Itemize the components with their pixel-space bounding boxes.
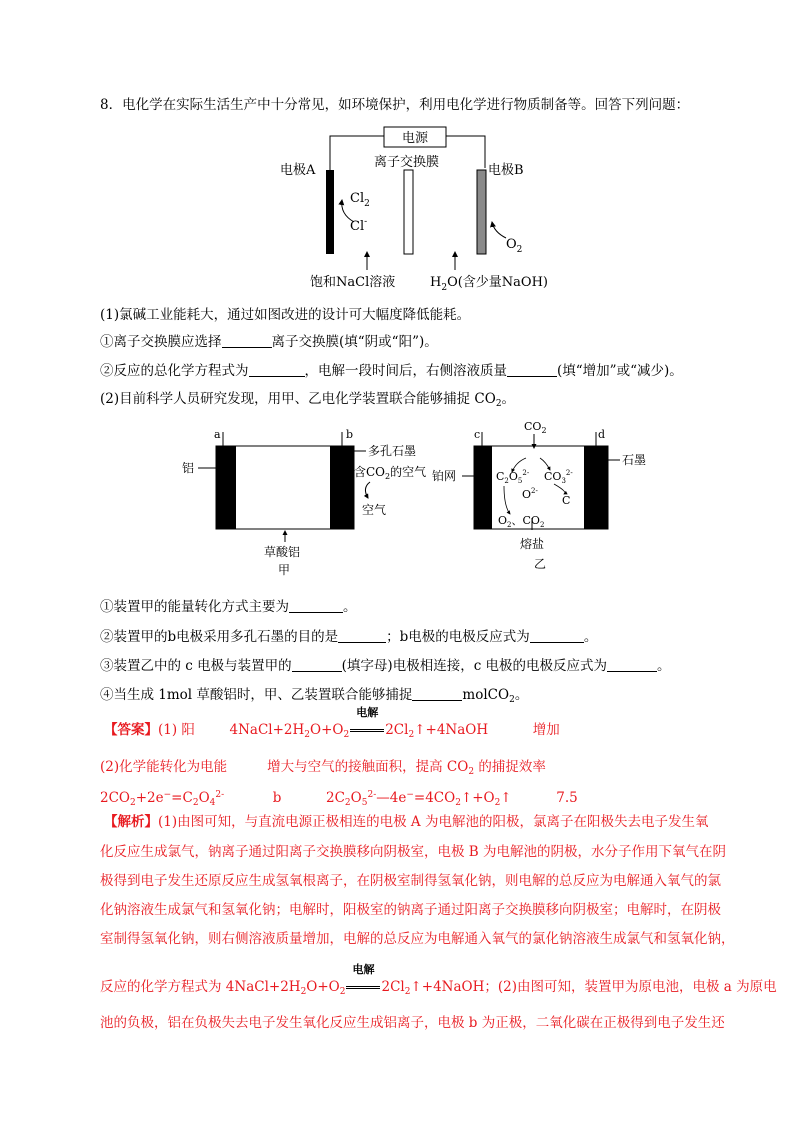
part3-q4: ④当生成 1mol 草酸铝时，甲、乙装置联合能够捕捉 molCO$_2$。 [100, 687, 529, 705]
membrane-label: 离子交换膜 [374, 155, 440, 170]
answer-blank[interactable] [338, 628, 386, 643]
molten-salt-label: 熔盐 [520, 537, 545, 551]
analysis-line-6: 反应的化学方程式为 $4NaCl+2H_2O+O_2$ 电解 $2Cl_2↑+4NaOH$；(2)由图可知，装置甲为原电池，电极 a 为原电 [100, 963, 777, 997]
answer-blank[interactable] [289, 598, 343, 613]
electrode-a [326, 170, 334, 254]
o2-co2-products-label: $O_2$、$CO_2$ [498, 514, 545, 529]
electrode-d-graphite [584, 446, 608, 529]
electrode-a-label: 电极A [280, 163, 316, 178]
electrode-c-pt [474, 446, 492, 529]
analysis-label: 【解析】 [104, 814, 158, 830]
terminal-c: c [474, 428, 481, 441]
carbon-label: C [562, 494, 571, 507]
answer-equation: $4NaCl+2H_2O+O_2$ 电解 $2Cl_2↑+4NaOH$ [229, 706, 489, 740]
oxalate-label: 草酸铝 [264, 545, 301, 559]
co2-air-label: 含$CO_2$的空气 [354, 465, 427, 481]
co3-ion-label: $CO_3^{2-}$ [544, 469, 573, 485]
terminal-a: a [214, 428, 221, 441]
answer-line-3: $2CO_2+2e^-=C_2O_4^{2-}$ b $2C_2O_5^{2-}—4e^-=4CO_2↑+O_2↑$ 7.5 [100, 790, 578, 808]
answer-blank[interactable] [507, 362, 557, 377]
device-yi-label: 乙 [534, 557, 547, 571]
device-yi [432, 420, 646, 571]
part3-q2: ②装置甲的b电极采用多孔石墨的目的是 ；b电极的电极反应式为 。 [100, 629, 598, 645]
answer-line-1: 【答案】(1) 阳 $4NaCl+2H_2O+O_2$ 电解 $2Cl_2↑+4NaOH$ 增加 [104, 706, 560, 740]
answer-blank[interactable] [222, 333, 272, 348]
answer-blank[interactable] [607, 657, 657, 672]
porous-graphite-label: 多孔石墨 [368, 444, 417, 458]
analysis-line-2: 化反应生成氯气，钠离子通过阳离子交换膜移向阴极室，电极 B 为电解池的阴极，水分子作用下氧气在阴 [100, 844, 727, 860]
analysis-line-5: 室制得氢氧化钠，则右侧溶液质量增加，电解的总反应为电解通入氧气的氯化钠溶液生成氯气和氢氧化钠， [100, 931, 735, 947]
right-solution-label: $H_2O$(含少量NaOH) [430, 275, 548, 293]
analysis-line-3: 极得到电子发生还原反应生成氢氧根离子，在阴极室制得氢氧化钠，则电解的总反应为电解通入氧气的氯 [100, 873, 721, 889]
electrode-b-graphite [330, 446, 354, 529]
analysis-line-4: 化钠溶液生成氯气和氢氧化钠；电解时，阳极室的钠离子通过阳离子交换膜移向阴极室；电解时，在阴极 [100, 902, 721, 918]
terminal-d: d [598, 428, 606, 441]
part3-q3: ③装置乙中的 c 电极与装置甲的 (填字母)电极相连接，c 电极的电极反应式为 。 [100, 658, 671, 674]
answer-line-2: (2)化学能转化为电能 增大与空气的接触面积，提高 $CO_2$ 的捕捉效率 [100, 759, 546, 777]
answer-blank[interactable] [412, 686, 462, 701]
part1-q2: ②反应的总化学方程式为 ，电解一段时间后，右侧溶液质量 (填“增加”或“减少)。 [100, 363, 683, 379]
cl-minus-label: Cl- [350, 217, 368, 234]
device-jia [182, 428, 426, 577]
part2-intro: (2)目前科学人员研究发现，用甲、乙电化学装置联合能够捕捉 $CO_2$。 [100, 391, 516, 409]
al-label: 铝 [182, 461, 195, 475]
pt-mesh-label: 铂网 [432, 469, 457, 483]
power-source-label: 电源 [401, 131, 429, 146]
left-solution-label: 饱和NaCl溶液 [310, 275, 396, 290]
answer-blank[interactable] [292, 657, 342, 672]
part1-q1: ①离子交换膜应选择 离子交换膜(填“阴或“阳”)。 [100, 334, 438, 350]
air-label: 空气 [362, 503, 387, 517]
analysis-line-7: 池的负极，铝在负极失去电子发生氧化反应生成铝离子，电极 b 为正极，二氧化碳在正极得到电子发生还 [100, 1015, 725, 1031]
co2-top-label: $CO_2$ [524, 420, 547, 435]
electrode-a-al [216, 446, 236, 529]
ion-exchange-membrane [404, 170, 413, 254]
part1-intro: (1)氯碱工业能耗大，通过如图改进的设计可大幅度降低能耗。 [100, 307, 471, 323]
question-stem: 8．电化学在实际生活生产中十分常见，如环境保护，利用电化学进行物质制备等。回答下列问题： [100, 97, 690, 113]
answer-label: 【答案】 [104, 722, 158, 738]
o2-label: $O_2$ [506, 237, 523, 255]
device-jia-label: 甲 [278, 563, 291, 577]
c2o5-ion-label: $C_2O_5^{2-}$ [496, 469, 530, 485]
electrode-b-label: 电极B [488, 163, 524, 178]
part3-q1: ①装置甲的能量转化方式主要为 。 [100, 599, 357, 615]
o2minus-ion-label: $O^{2-}$ [522, 487, 538, 501]
co2-capture-diagram [178, 418, 658, 578]
cl2-label: $Cl_2$ [350, 191, 370, 209]
terminal-b: b [346, 428, 354, 441]
answer-blank[interactable] [530, 628, 584, 643]
electrode-b [477, 170, 486, 254]
graphite-label: 石墨 [622, 453, 647, 467]
answer-blank[interactable] [249, 362, 305, 377]
analysis-line-1: 【解析】(1)由图可知，与直流电源正极相连的电极 A 为电解池的阳极，氯离子在阳极失去电子发生氧 [104, 814, 709, 830]
electrolysis-cell-diagram [270, 118, 560, 300]
